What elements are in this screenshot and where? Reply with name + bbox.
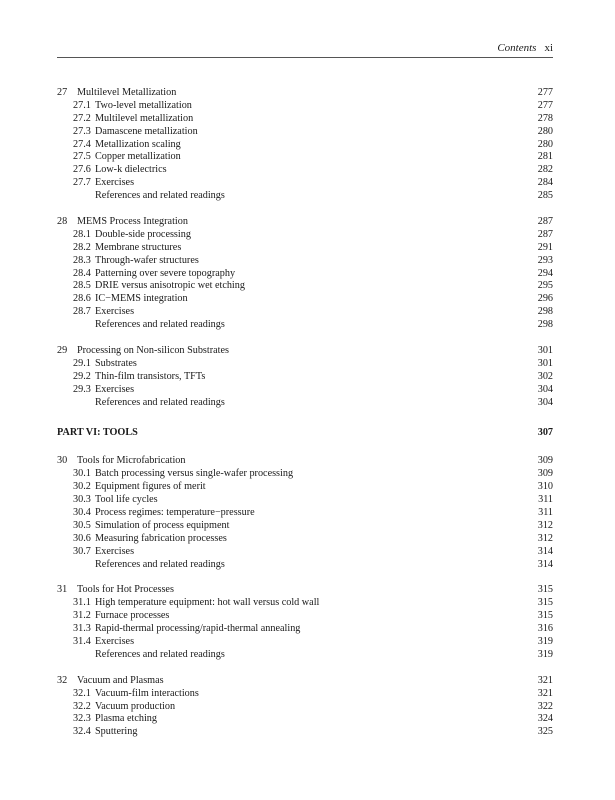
toc-section-entry[interactable]: [57, 713, 553, 726]
toc-section-entry[interactable]: [57, 384, 553, 397]
toc-entry-number: 28.6: [73, 293, 91, 305]
toc-entry-number: 30.7: [73, 545, 91, 557]
toc-entry-title: Furnace processes: [95, 610, 170, 622]
toc-entry-title: Vacuum and Plasmas: [77, 674, 164, 686]
toc-entry-label: [73, 610, 169, 623]
toc-entry-label: [73, 726, 137, 739]
page-number: xi: [544, 42, 553, 54]
toc-section-entry[interactable]: [57, 701, 553, 714]
toc-references-entry[interactable]: [57, 397, 553, 410]
toc-entry-label: [73, 533, 227, 546]
toc-entry-title: Patterning over severe topography: [95, 267, 236, 279]
toc-entry-page: 293: [537, 254, 553, 266]
toc-entry-label: [95, 190, 225, 203]
toc-entry-label: [73, 636, 134, 649]
toc-entry-number: 27.7: [73, 177, 91, 189]
toc-entry-number: 27.3: [73, 125, 91, 137]
toc-section-entry[interactable]: [57, 468, 553, 481]
toc-entry-label: [73, 507, 255, 520]
toc-entry-page: 287: [537, 216, 553, 228]
toc-entry-title: Rapid-thermal processing/rapid-thermal annealing: [95, 623, 301, 635]
toc-entry-label: [73, 623, 300, 636]
toc-entry-label: [57, 345, 229, 358]
running-header: [57, 41, 553, 58]
toc-entry-page: 294: [537, 267, 553, 279]
toc-entry-page: 291: [537, 241, 553, 253]
toc-entry-page: 284: [537, 177, 553, 189]
toc-entry-page: 280: [537, 125, 553, 137]
toc-entry-label: [73, 126, 198, 139]
toc-entry-number: 29.3: [73, 383, 91, 395]
toc-entry-number: 31.4: [73, 635, 91, 647]
toc-entry-label: [73, 546, 134, 559]
toc-section-entry[interactable]: [57, 636, 553, 649]
toc-entry-label: [73, 306, 134, 319]
toc-entry-number: 30.6: [73, 532, 91, 544]
toc-section-entry[interactable]: [57, 597, 553, 610]
toc-entry-number: 30.4: [73, 506, 91, 518]
toc-section-entry[interactable]: [57, 280, 553, 293]
toc-section-entry[interactable]: [57, 229, 553, 242]
toc-entry-label: [57, 87, 176, 100]
toc-entry-number: 32: [57, 674, 68, 686]
toc-entry-title: Tools for Hot Processes: [77, 584, 174, 596]
toc-section-entry[interactable]: [57, 358, 553, 371]
toc-entry-page: 277: [537, 99, 553, 111]
toc-section-entry[interactable]: [57, 139, 553, 152]
toc-entry-label: [73, 242, 181, 255]
toc-entry-page: 287: [537, 228, 553, 240]
toc-entry-label: [95, 397, 225, 410]
toc-entry-page: 302: [537, 370, 553, 382]
toc-entry-title: Batch processing versus single-wafer processing: [95, 468, 294, 480]
toc-entry-number: 27: [57, 87, 68, 98]
toc-entry-label: [57, 675, 164, 688]
toc-section-entry[interactable]: [57, 546, 553, 559]
toc-entry-title: Exercises: [95, 635, 135, 647]
toc-entry-number: 30.1: [73, 468, 91, 480]
toc-entry-title: Low-k dielectrics: [95, 164, 167, 176]
toc-spacer: [57, 662, 553, 675]
toc-entry-number: 28.3: [73, 254, 91, 266]
toc-entry-label: [73, 713, 157, 726]
toc-entry-number: 28.4: [73, 267, 91, 279]
toc-entry-title: Double-side processing: [95, 228, 191, 240]
toc-entry-title: High temperature equipment: hot wall versus cold wall: [95, 597, 320, 609]
toc-spacer: [57, 440, 553, 455]
toc-entry-label: [73, 481, 206, 494]
toc-entry-number: 27.4: [73, 138, 91, 150]
toc-chapter-entry[interactable]: [57, 216, 553, 229]
toc-entry-number: 28: [57, 216, 68, 228]
toc-entry-title: Exercises: [95, 177, 135, 189]
toc-section-entry[interactable]: [57, 507, 553, 520]
toc-entry-page: 312: [537, 519, 553, 531]
toc-entry-title: References and related readings: [95, 319, 225, 331]
toc-entry-number: 32.1: [73, 687, 91, 699]
toc-entry-title: Metallization scaling: [95, 138, 181, 150]
toc-entry-label: [73, 151, 181, 164]
toc-entry-page: 295: [537, 280, 553, 292]
toc-entry-page: 281: [537, 151, 553, 163]
toc-entry-label: [73, 358, 137, 371]
toc-section-entry[interactable]: [57, 533, 553, 546]
toc-entry-page: 311: [538, 506, 553, 518]
toc-section-entry[interactable]: [57, 481, 553, 494]
toc-references-entry[interactable]: [57, 559, 553, 572]
toc-entry-number: 31.3: [73, 623, 91, 635]
toc-entry-title: Two-level metallization: [95, 99, 192, 111]
toc-entry-label: [57, 455, 186, 468]
toc-entry-number: 28.7: [73, 306, 91, 318]
toc-entry-page: 285: [537, 190, 553, 202]
toc-entry-page: 315: [537, 584, 553, 596]
toc-entry-page: 301: [537, 357, 553, 369]
toc-entry-label: [73, 113, 193, 126]
toc-section-entry[interactable]: [57, 623, 553, 636]
toc-entry-number: 29: [57, 345, 68, 357]
toc-entry-label: [57, 427, 138, 440]
toc-entry-page: 298: [537, 306, 553, 318]
toc-section-entry[interactable]: [57, 177, 553, 190]
toc-section-entry[interactable]: [57, 126, 553, 139]
toc-entry-page: 321: [537, 687, 553, 699]
toc-entry-title: Exercises: [95, 306, 135, 318]
toc-entry-title: MEMS Process Integration: [77, 216, 188, 228]
toc-entry-label: [95, 649, 225, 662]
toc-entry-title: Equipment figures of merit: [95, 481, 206, 493]
toc-section-entry[interactable]: [57, 255, 553, 268]
toc-entry-number: 31.2: [73, 610, 91, 622]
toc-entry-label: [73, 701, 175, 714]
toc-section-entry[interactable]: [57, 151, 553, 164]
toc-references-entry[interactable]: [57, 649, 553, 662]
toc-entry-page: 309: [537, 455, 553, 467]
toc-entry-label: [95, 319, 225, 332]
toc-section-entry[interactable]: [57, 242, 553, 255]
toc-section-entry[interactable]: [57, 688, 553, 701]
toc-entry-title: Simulation of process equipment: [95, 519, 230, 531]
toc-entry-title: References and related readings: [95, 558, 225, 570]
toc-references-entry[interactable]: [57, 190, 553, 203]
toc-chapter-entry[interactable]: [57, 87, 553, 100]
toc-chapter-entry[interactable]: [57, 455, 553, 468]
toc-entry-label: [73, 100, 192, 113]
toc-entry-page: 316: [537, 623, 553, 635]
toc-entry-label: [73, 494, 158, 507]
toc-spacer: [57, 409, 553, 427]
toc-entry-title: Sputtering: [95, 726, 138, 738]
toc-entry-label: [73, 255, 199, 268]
toc-entry-label: [57, 584, 174, 597]
toc-entry-number: 28.2: [73, 241, 91, 253]
toc-entry-title: Vacuum-film interactions: [95, 687, 199, 699]
toc-entry-page: 315: [537, 597, 553, 609]
toc-entry-page: 322: [537, 700, 553, 712]
toc-spacer: [57, 332, 553, 345]
toc-entry-label: [57, 216, 188, 229]
toc-entry-page: 301: [537, 345, 553, 357]
toc-entry-page: 296: [537, 293, 553, 305]
toc-entry-page: 321: [537, 674, 553, 686]
toc-entry-page: 309: [537, 468, 553, 480]
toc-entry-title: Process regimes: temperature−pressure: [95, 506, 255, 518]
toc-section-entry[interactable]: [57, 610, 553, 623]
toc-entry-number: 28.1: [73, 228, 91, 240]
toc-entry-page: 278: [537, 112, 553, 124]
toc-entry-title: DRIE versus anisotropic wet etching: [95, 280, 245, 292]
toc-entry-label: [73, 468, 293, 481]
toc-entry-title: Exercises: [95, 383, 135, 395]
toc-entry-number: 31: [57, 584, 68, 596]
toc-entry-number: 32.4: [73, 726, 91, 738]
toc-section-entry[interactable]: [57, 494, 553, 507]
toc-entry-title: References and related readings: [95, 190, 225, 202]
toc-chapter-entry[interactable]: [57, 584, 553, 597]
toc-entry-number: 30.3: [73, 494, 91, 506]
toc-entry-page: 307: [537, 427, 553, 439]
toc-part-heading-entry[interactable]: [57, 427, 553, 440]
toc-section-entry[interactable]: [57, 100, 553, 113]
toc-references-entry[interactable]: [57, 319, 553, 332]
toc-section-entry[interactable]: [57, 520, 553, 533]
toc-entry-number: 27.6: [73, 164, 91, 176]
toc-entry-label: [73, 293, 188, 306]
toc-entry-title: Measuring fabrication processes: [95, 532, 227, 544]
toc-entry-title: Multilevel metallization: [95, 112, 194, 124]
toc-entry-label: [73, 164, 167, 177]
toc-entry-page: 315: [537, 610, 553, 622]
toc-entry-title: Exercises: [95, 545, 135, 557]
toc-section-entry[interactable]: [57, 113, 553, 126]
toc-entry-page: 314: [537, 545, 553, 557]
toc-entry-label: [73, 268, 235, 281]
toc-entry-page: 282: [537, 164, 553, 176]
toc-entry-number: 31.1: [73, 597, 91, 609]
toc-entry-title: Substrates: [95, 357, 137, 369]
toc-entry-page: 319: [537, 648, 553, 660]
toc-entry-title: Tools for Microfabrication: [77, 455, 186, 467]
toc-entry-page: 312: [537, 532, 553, 544]
toc-entry-title: Processing on Non-silicon Substrates: [77, 345, 229, 357]
toc-entry-title: Multilevel Metallization: [77, 87, 177, 98]
toc-entry-title: PART VI: TOOLS: [57, 427, 138, 439]
toc-entry-number: 27.2: [73, 112, 91, 124]
toc-entry-label: [73, 597, 319, 610]
toc-entry-label: [73, 688, 199, 701]
toc-section-entry[interactable]: [57, 726, 553, 739]
toc-entry-number: 32.3: [73, 713, 91, 725]
toc-entry-page: 277: [537, 87, 553, 98]
toc-entry-number: 30: [57, 455, 68, 467]
toc-entry-page: 304: [537, 396, 553, 408]
toc-entry-number: 27.1: [73, 99, 91, 111]
toc-entry-title: Tool life cycles: [95, 494, 158, 506]
toc-entry-label: [73, 229, 191, 242]
toc-entry-number: 28.5: [73, 280, 91, 292]
toc-chapter-entry[interactable]: [57, 675, 553, 688]
toc-entry-page: 298: [537, 319, 553, 331]
toc-entry-title: Through-wafer structures: [95, 254, 199, 266]
toc-spacer: [57, 203, 553, 216]
toc-entry-title: Vacuum production: [95, 700, 176, 712]
toc-entry-title: Copper metallization: [95, 151, 181, 163]
toc-entry-label: [73, 139, 181, 152]
toc-entry-number: 29.1: [73, 357, 91, 369]
toc-entry-title: References and related readings: [95, 396, 225, 408]
toc-entry-number: 30.2: [73, 481, 91, 493]
toc-spacer: [57, 571, 553, 584]
toc-section-entry[interactable]: [57, 293, 553, 306]
toc-entry-number: 29.2: [73, 370, 91, 382]
toc-entry-page: 314: [537, 558, 553, 570]
toc-entry-page: 310: [537, 481, 553, 493]
toc-section-entry[interactable]: [57, 306, 553, 319]
toc-entry-page: 319: [537, 635, 553, 647]
toc-chapter-entry[interactable]: [57, 345, 553, 358]
running-header-title: Contents: [497, 42, 537, 54]
toc-entry-title: Plasma etching: [95, 713, 157, 725]
toc-entry-number: 27.5: [73, 151, 91, 163]
toc-entry-label: [73, 280, 245, 293]
toc-entry-title: Damascene metallization: [95, 125, 198, 137]
toc-entry-label: [95, 559, 225, 572]
toc-entry-title: Membrane structures: [95, 241, 182, 253]
toc-entry-page: 325: [537, 726, 553, 738]
toc-entry-label: [73, 520, 229, 533]
toc-entry-label: [73, 384, 134, 397]
toc-entry-label: [73, 177, 134, 190]
toc-entry-page: 324: [537, 713, 553, 725]
toc-entry-number: 30.5: [73, 519, 91, 531]
toc-entry-title: Thin-film transistors, TFTs: [95, 370, 206, 382]
toc-section-entry[interactable]: [57, 164, 553, 177]
toc-entry-title: IC−MEMS integration: [95, 293, 188, 305]
toc-entry-page: 280: [537, 138, 553, 150]
toc-entry-page: 304: [537, 383, 553, 395]
toc-entry-number: 32.2: [73, 700, 91, 712]
toc-entry-page: 311: [538, 494, 553, 506]
toc-section-entry[interactable]: [57, 371, 553, 384]
toc-section-entry[interactable]: [57, 268, 553, 281]
table-of-contents: [57, 87, 553, 739]
toc-entry-title: References and related readings: [95, 648, 225, 660]
toc-entry-label: [73, 371, 205, 384]
